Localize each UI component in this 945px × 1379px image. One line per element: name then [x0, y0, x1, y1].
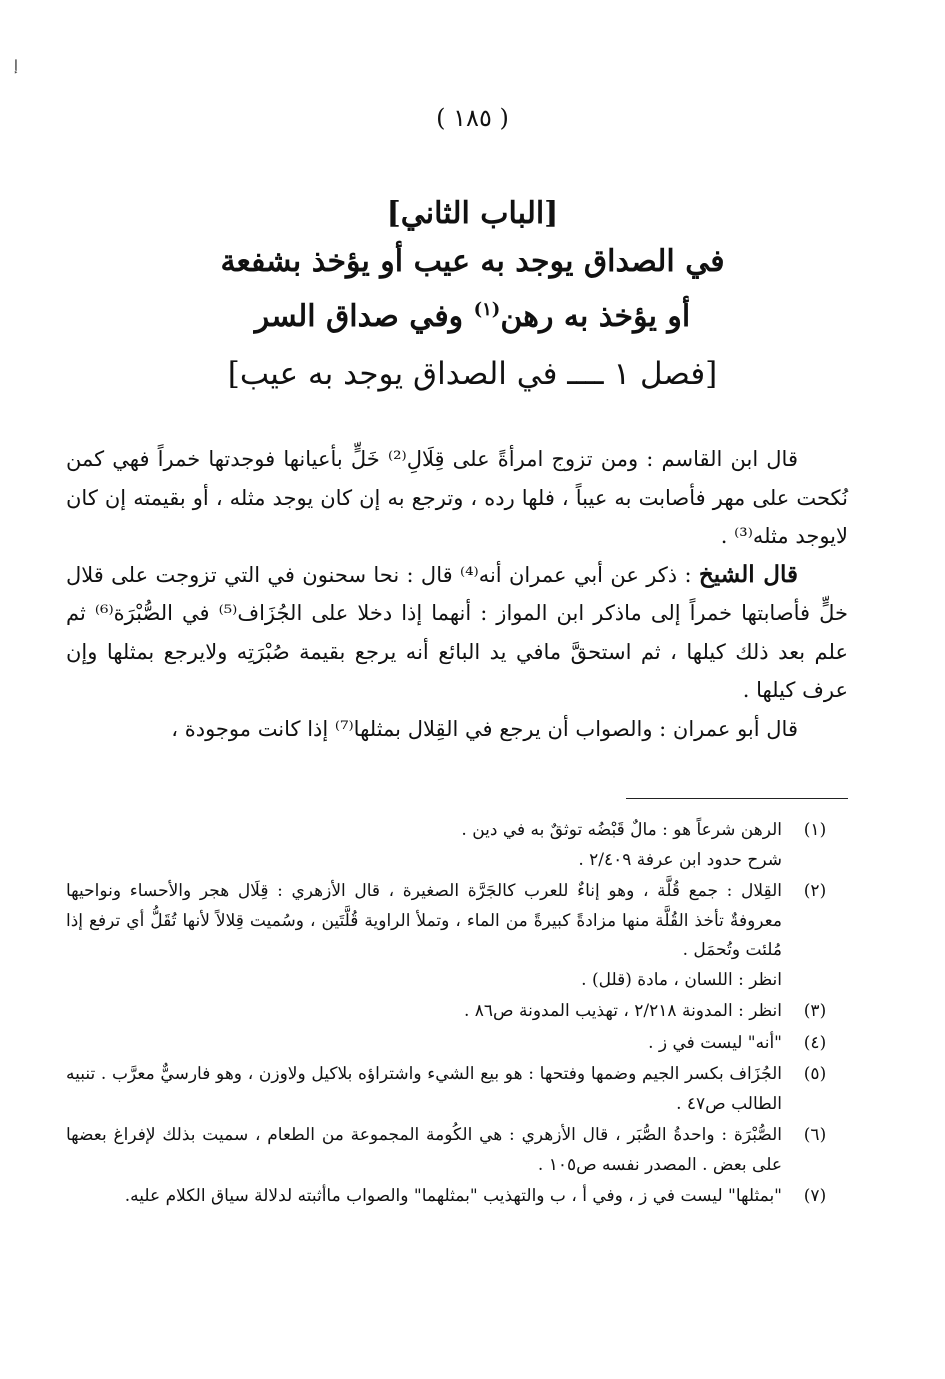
chapter-title-line-2: في الصداق يوجد به عيب أو يؤخذ بشفعة — [220, 244, 725, 279]
stray-ink-mark: ﺇ — [14, 58, 18, 74]
chapter-title-line-3 — [60, 286, 885, 341]
footnote-line: انظر : اللسان ، مادة (قلل) . — [581, 969, 782, 990]
footnote-line: انظر : المدونة ٢/٢١٨ ، تهذيب المدونة ص٨٦ . — [463, 1001, 782, 1021]
footnote-line: الصُّبْرَة : واحدةُ الصُّبَر ، قال الأزهري : هي الكُومة المجموعة من الطعام ، سميت بذلك لإفراغ بعضها على بعض . المصدر نفسه ص١٠٥ . — [66, 1125, 782, 1175]
footnote-line: شرح حدود ابن عرفة ٢/٤٠٩ . — [578, 849, 782, 870]
chapter-title-line-3-end: وفي صداق السر — [254, 299, 474, 334]
paragraph-2-lead: قال الشيخ — [698, 560, 798, 588]
page-number: ( ١٨٥ ) — [436, 104, 509, 132]
footnote-number: (٧) — [803, 1186, 827, 1206]
paragraph-1: قال ابن القاسم : ومن تزوج امرأةً على قِلَالِ⁽²⁾ خَلٍّ بأعيانها فوجدتها خمراً فهي كمن نُكحت على مهر فأصابت به عيباً ، فلها رده ، وترجع به إن كان يوجد مثله ، أو بقيمته إن كان لايوجد مثله⁽³⁾ . — [66, 447, 848, 548]
footnote-number: (٦) — [803, 1125, 827, 1145]
chapter-title-line-3-start: أو يؤخذ به رهن — [500, 299, 691, 334]
footnote-line: الجُزَاف بكسر الجيم وضمها وفتحها : هو بيع الشيء واشتراؤه بلاكيل ولاوزن ، وهو فارسيٌّ معرَّب . تنبيه الطالب ص٤٧ . — [66, 1064, 782, 1114]
footnote-number: (٣) — [803, 1001, 827, 1021]
footnote-line: "بمثلها" ليست في ز ، وفي أ ، ب والتهذيب "بمثلهما" والصواب ماأثبته لدلالة سياق الكلام عليه. — [124, 1186, 782, 1206]
footnote-number: (٢) — [803, 881, 827, 901]
footnote — [66, 877, 848, 995]
footnote-text — [66, 1121, 782, 1180]
footnote-number: (٥) — [803, 1064, 827, 1084]
footnote-ref-1: (١) — [473, 299, 501, 320]
footnote-text — [66, 816, 782, 875]
chapter-title-line-1: [الباب الثاني] — [386, 196, 559, 231]
main-text — [66, 440, 848, 748]
footnotes — [66, 816, 848, 1214]
footnote-line: القِلال : جمع قُلَّة ، وهو إناءٌ للعرب كالجَرَّة الصغيرة ، قال الأزهري : قِلَال هجر والأحساء ونواحيها معروفةٌ تأخذ القُلَّة منها مزادةً كبيرةً من الماء ، وتملأ الراوية قُلَّتَين ، وسُميت قِلالاً لأنها تُقَلُّ أي ترفع إذا مُلئت وتُحمَل . — [66, 881, 782, 960]
footnote — [66, 1060, 848, 1119]
footnote-number: (٤) — [803, 1032, 827, 1053]
paragraph-2-text: : ذكر عن أبي عمران أنه⁽⁴⁾ قال : نحا سحنون في التي تزوجت على قلال خلٍّ فأصابتها خمراً إلى ماذكر ابن المواز : أنهما إذا دخلا على الجُزَاف⁽⁵⁾ في الصُّبْرَة⁽⁶⁾ ثم علم بعد ذلك كيلها ، ثم استحقَّ مافي يد البائع أنه يرجع بقيمة صُبْرَتِه ولايرجع بمثلها وإن عرف كيلها . — [66, 562, 849, 702]
footnote-separator — [626, 798, 848, 799]
paragraph-3: قال أبو عمران : والصواب أن يرجع في القِلال بمثلها⁽⁷⁾ إذا كانت موجودة ، — [171, 716, 798, 741]
footnote-line: الرهن شرعاً هو : مالٌ قَبْضُه توثقٌ به في دين . — [461, 820, 782, 840]
chapter-title — [60, 190, 885, 341]
footnote-text — [66, 1029, 782, 1059]
paragraph-2 — [66, 556, 848, 710]
footnote — [66, 816, 848, 875]
footnote-text — [66, 1060, 782, 1119]
footnote-text — [66, 997, 782, 1027]
footnote — [66, 997, 848, 1027]
footnote-text — [66, 877, 782, 995]
footnote — [66, 1121, 848, 1180]
section-title: [فصل ١ ــــ في الصداق يوجد به عيب] — [227, 356, 718, 392]
footnote-line: "أنه" ليست في ز . — [648, 1032, 782, 1053]
footnote-text — [66, 1182, 782, 1212]
footnote-number: (١) — [803, 820, 827, 840]
footnote — [66, 1029, 848, 1059]
footnote — [66, 1182, 848, 1212]
